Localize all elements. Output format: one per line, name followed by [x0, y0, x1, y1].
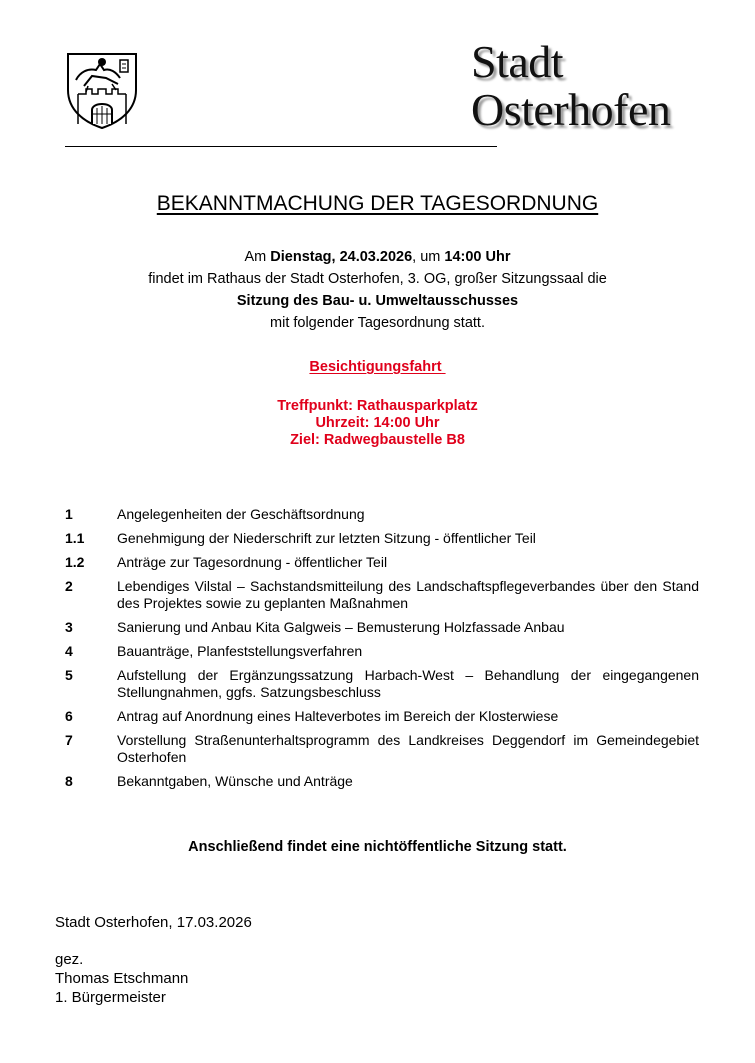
agenda-item	[65, 708, 699, 725]
town-name-line2: Osterhofen	[471, 84, 671, 135]
agenda-item-text: Genehmigung der Niederschrift zur letzten Sitzung - öffentlicher Teil	[117, 530, 536, 546]
committee-name: Sitzung des Bau- u. Umweltausschusses	[236, 293, 519, 309]
agenda-item-number: 1.1	[65, 530, 85, 546]
agenda-item-text: Sanierung und Anbau Kita Galgweis – Bemusterung Holzfassade Anbau	[117, 619, 565, 635]
meeting-time: 14:00 Uhr	[444, 249, 511, 265]
document-title: BEKANNTMACHUNG DER TAGESORDNUNG	[156, 192, 599, 215]
agenda-item	[65, 554, 699, 571]
agenda-item	[65, 530, 699, 547]
agenda-item-number: 1	[65, 506, 73, 522]
place-date: Stadt Osterhofen, 17.03.2026	[55, 914, 252, 931]
agenda-item-number: 5	[65, 667, 73, 683]
intro-line-4: mit folgender Tagesordnung statt.	[270, 315, 485, 331]
agenda-item-text: Bauanträge, Planfeststellungsverfahren	[117, 643, 363, 659]
agenda-item	[65, 773, 699, 790]
intro-paragraph	[0, 246, 755, 334]
agenda-list	[65, 506, 699, 797]
intro-line-1	[0, 246, 755, 268]
agenda-item-text: Aufstellung der Ergänzungssatzung Harbach-West – Behandlung der eingegangenen Stellungnahmen, ggfs. Satzungsbeschluss	[117, 667, 699, 700]
agenda-item-text: Bekanntgaben, Wünsche und Anträge	[117, 773, 353, 789]
agenda-item-number: 3	[65, 619, 73, 635]
agenda-item	[65, 643, 699, 660]
signer-name: Thomas Etschmann	[55, 970, 189, 987]
agenda-item-number: 4	[65, 643, 73, 659]
agenda-item	[65, 506, 699, 523]
agenda-item-number: 6	[65, 708, 73, 724]
coat-of-arms-icon	[62, 50, 142, 130]
agenda-item-text: Angelegenheiten der Geschäftsordnung	[117, 506, 365, 522]
agenda-item-number: 8	[65, 773, 73, 789]
signer-role: 1. Bürgermeister	[55, 989, 166, 1006]
agenda-item-text: Vorstellung Straßenunterhaltsprogramm des Landkreises Deggendorf im Gemeindegebiet Osterhofen	[117, 732, 699, 765]
site-visit-destination: Ziel: Radwegbaustelle B8	[290, 432, 465, 448]
intro-line-2: findet im Rathaus der Stadt Osterhofen, 3. OG, großer Sitzungssaal die	[148, 271, 607, 287]
intro-middle: , um	[412, 249, 445, 265]
town-name-line1: Stadt	[471, 36, 564, 87]
agenda-item-number: 2	[65, 578, 73, 594]
agenda-item	[65, 578, 699, 612]
intro-prefix: Am	[244, 249, 271, 265]
closing-note: Anschließend findet eine nichtöffentliche Sitzung statt.	[188, 839, 567, 855]
site-visit-time: Uhrzeit: 14:00 Uhr	[315, 415, 440, 431]
town-name	[471, 38, 670, 134]
site-visit-details	[0, 398, 755, 449]
agenda-item	[65, 667, 699, 701]
signed-note: gez.	[55, 951, 84, 968]
agenda-item-number: 7	[65, 732, 73, 748]
signature-block	[55, 913, 252, 1007]
agenda-item-text: Antrag auf Anordnung eines Halteverbotes im Bereich der Klosterwiese	[117, 708, 559, 724]
meeting-date: Dienstag, 24.03.2026	[270, 249, 413, 265]
agenda-item-text: Anträge zur Tagesordnung - öffentlicher Teil	[117, 554, 388, 570]
site-visit-title: Besichtigungsfahrt	[309, 359, 442, 375]
agenda-item-text: Lebendiges Vilstal – Sachstandsmitteilung des Landschaftspflegeverbandes über den Stand des Projektes sowie zu geplanten Maßnahmen	[117, 578, 699, 611]
header-divider	[65, 146, 497, 147]
agenda-item	[65, 732, 699, 766]
site-visit-meeting-point: Treffpunkt: Rathausparkplatz	[277, 398, 478, 414]
agenda-item	[65, 619, 699, 636]
agenda-item-number: 1.2	[65, 554, 85, 570]
